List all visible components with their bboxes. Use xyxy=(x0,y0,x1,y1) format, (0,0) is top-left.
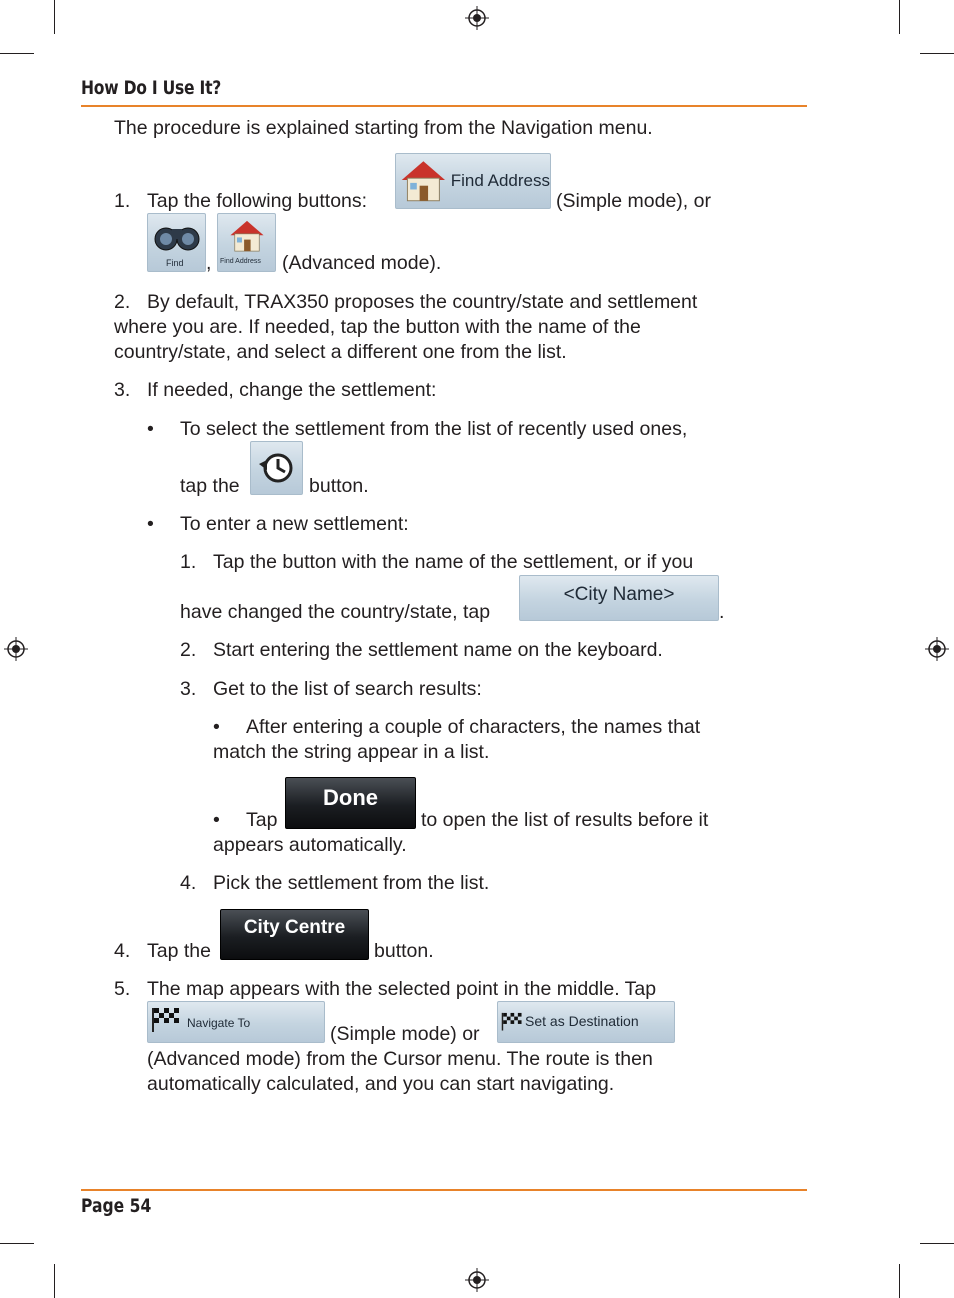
step-text: where you are. If needed, tap the button with the name of the xyxy=(114,316,641,338)
find-address-button[interactable] xyxy=(395,153,551,209)
substep-text: . xyxy=(719,601,725,623)
bullet-text: tap the xyxy=(180,475,240,497)
crop-mark xyxy=(920,1243,954,1244)
bullet-text: appears automatically. xyxy=(213,834,407,856)
step-text: Tap the following buttons: xyxy=(147,190,368,212)
set-as-destination-button[interactable] xyxy=(497,1001,675,1043)
find-address-button-small[interactable] xyxy=(217,213,276,272)
step-text: country/state, and select a different one from the list. xyxy=(114,341,567,363)
crop-mark xyxy=(899,0,900,34)
step-text: Tap the xyxy=(147,940,211,962)
intro-text: The procedure is explained starting from the Navigation menu. xyxy=(114,117,653,139)
set-as-destination-label: Set as Destination xyxy=(525,1013,639,1029)
bullet: • xyxy=(213,716,220,738)
registration-mark-icon xyxy=(465,6,489,30)
substep-text: Get to the list of search results: xyxy=(213,678,482,700)
checkered-flag-icon xyxy=(501,1010,523,1032)
done-button[interactable] xyxy=(285,777,416,829)
registration-mark-icon xyxy=(925,637,949,661)
city-centre-label: City Centre xyxy=(243,916,346,938)
bullet: • xyxy=(147,418,154,440)
city-centre-button[interactable] xyxy=(220,909,369,960)
checkered-flag-icon xyxy=(151,1006,181,1032)
bullet-text: Tap xyxy=(246,809,278,831)
recent-settlements-button[interactable] xyxy=(250,441,303,495)
substep-text: have changed the country/state, tap xyxy=(180,601,491,623)
house-icon xyxy=(227,218,267,254)
page-number: Page 54 xyxy=(81,1195,152,1217)
done-label: Done xyxy=(323,785,378,810)
crop-mark xyxy=(899,1264,900,1298)
bullet: • xyxy=(213,809,220,831)
substep-text: Tap the button with the name of the settlement, or if you xyxy=(213,551,694,573)
bullet-text: match the string appear in a list. xyxy=(213,741,490,763)
step-text: button. xyxy=(374,940,434,962)
step-number: 5. xyxy=(114,978,131,1000)
registration-mark-icon xyxy=(465,1268,489,1292)
step-number: 3. xyxy=(114,379,131,401)
step-text: automatically calculated, and you can start navigating. xyxy=(147,1073,615,1095)
crop-mark xyxy=(54,0,55,34)
step-text: The map appears with the selected point in the middle. Tap xyxy=(147,978,657,1000)
crop-mark xyxy=(0,1243,34,1244)
find-address-small-label: Find Address xyxy=(220,258,261,265)
step-text: (Simple mode) or xyxy=(330,1023,480,1045)
house-icon xyxy=(398,156,449,206)
bullet-text: to open the list of results before it xyxy=(421,809,709,831)
step-number: 1. xyxy=(114,190,131,212)
registration-mark-icon xyxy=(4,637,28,661)
step-text: (Advanced mode) from the Cursor menu. The route is then xyxy=(147,1048,653,1070)
city-name-button[interactable] xyxy=(519,575,719,621)
substep-number: 2. xyxy=(180,639,197,661)
footer-rule xyxy=(81,1189,807,1191)
history-clock-icon xyxy=(257,448,297,488)
find-address-label: Find Address xyxy=(450,171,550,190)
substep-number: 1. xyxy=(180,551,197,573)
step-text: (Simple mode), or xyxy=(556,190,711,212)
header-rule xyxy=(81,105,807,107)
bullet-text: After entering a couple of characters, the names that xyxy=(246,716,701,738)
step-text: , xyxy=(206,252,212,274)
bullet-text: To select the settlement from the list of recently used ones, xyxy=(180,418,688,440)
binoculars-icon xyxy=(152,219,202,253)
page-header-title: How Do I Use It? xyxy=(81,77,222,99)
substep-number: 3. xyxy=(180,678,197,700)
substep-text: Pick the settlement from the list. xyxy=(213,872,490,894)
navigate-to-label: Navigate To xyxy=(187,1016,251,1030)
find-button[interactable] xyxy=(147,213,206,272)
navigate-to-button[interactable] xyxy=(147,1001,325,1043)
city-name-label: <City Name> xyxy=(563,584,675,605)
bullet-text: button. xyxy=(309,475,369,497)
step-number: 4. xyxy=(114,940,131,962)
crop-mark xyxy=(0,53,34,54)
step-text: (Advanced mode). xyxy=(282,252,442,274)
bullet: • xyxy=(147,513,154,535)
substep-number: 4. xyxy=(180,872,197,894)
crop-mark xyxy=(920,53,954,54)
substep-text: Start entering the settlement name on the keyboard. xyxy=(213,639,663,661)
find-label: Find xyxy=(166,258,184,268)
step-text: If needed, change the settlement: xyxy=(147,379,437,401)
crop-mark xyxy=(54,1264,55,1298)
step-number: 2. xyxy=(114,291,131,313)
step-text: By default, TRAX350 proposes the country/state and settlement xyxy=(147,291,698,313)
bullet-text: To enter a new settlement: xyxy=(180,513,409,535)
